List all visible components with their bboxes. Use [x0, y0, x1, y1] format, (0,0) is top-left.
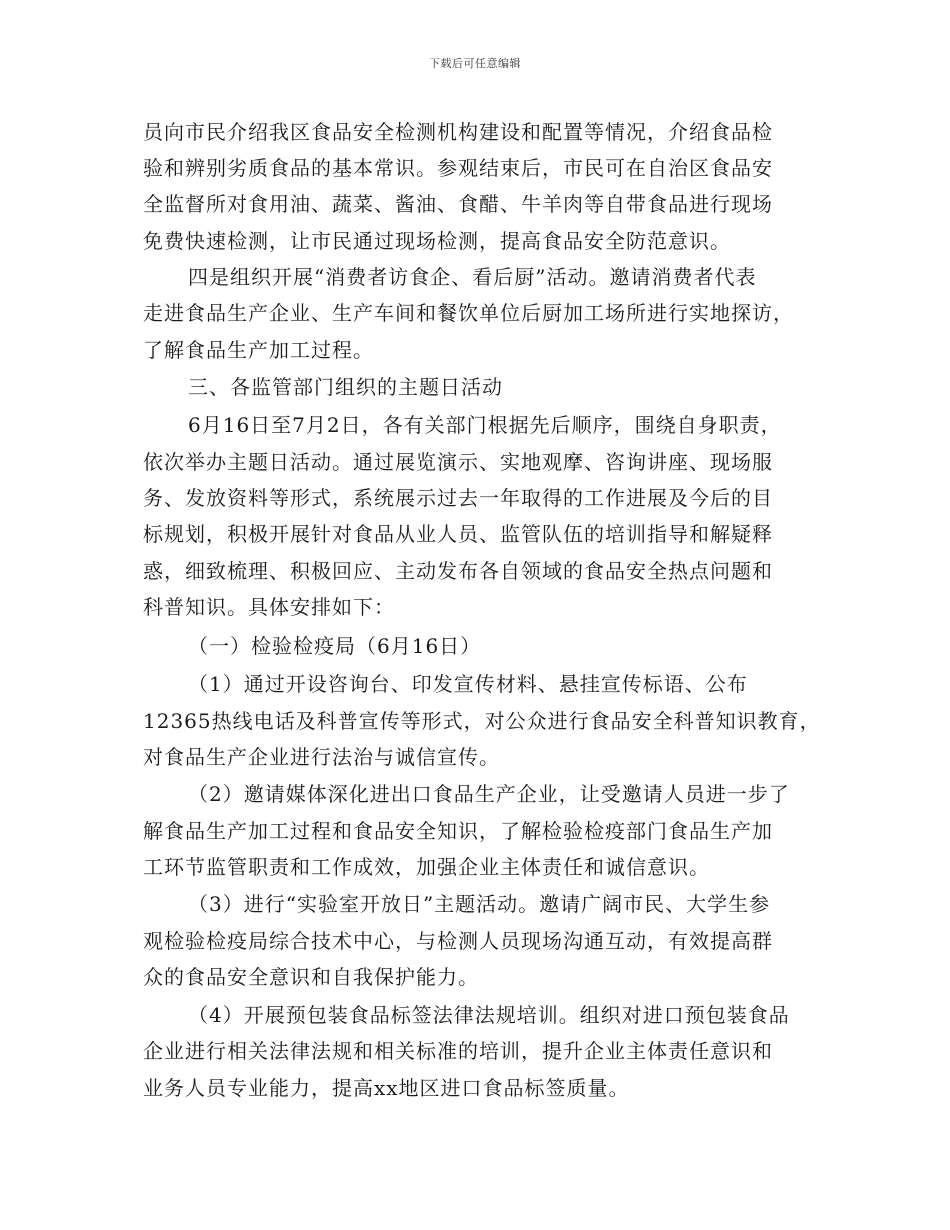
body-line: 众的食品安全意识和自我保护能力。 [143, 965, 479, 989]
body-line: （1）通过开设咨询台、印发宣传材料、悬挂宣传标语、公布 [188, 672, 748, 696]
body-line: 工环节监管职责和工作成效，加强企业主体责任和诚信意识。 [143, 855, 710, 879]
body-line: 验和辨别劣质食品的基本常识。参观结束后，市民可在自治区食品安 [143, 156, 773, 180]
body-line: 业务人员专业能力，提高xx地区进口食品标签质量。 [143, 1076, 630, 1100]
body-line: 12365热线电话及科普宣传等形式，对公众进行食品安全科普知识教育， [143, 709, 821, 733]
body-line: （3）进行“实验室开放日”主题活动。邀请广阔市民、大学生参 [188, 892, 771, 916]
body-line: 务、发放资料等形式，系统展示过去一年取得的工作进展及今后的目 [143, 486, 773, 510]
body-line: （2）邀请媒体深化进出口食品生产企业，让受邀请人员进一步了 [188, 782, 790, 806]
body-line: 依次举办主题日活动。通过展览演示、实地观摩、咨询讲座、现场服 [143, 450, 773, 474]
body-line: 观检验检疫局综合技术中心，与检测人员现场沟通互动，有效提高群 [143, 929, 773, 953]
body-line: 标规划，积极开展针对食品从业人员、监管队伍的培训指导和解疑释 [143, 522, 773, 546]
body-line: 6月16日至7月2日，各有关部门根据先后顺序，围绕自身职责， [188, 413, 782, 437]
body-line: 免费快速检测，让市民通过现场检测，提高食品安全防范意识。 [143, 229, 731, 253]
body-line: 了解食品生产加工过程。 [143, 338, 374, 362]
section-heading: 三、各监管部门组织的主题日活动 [188, 375, 503, 399]
body-line: 四是组织开展“消费者访食企、看后厨”活动。邀请消费者代表 [188, 265, 757, 289]
body-line: 惑，细致梳理、积极回应、主动发布各自领域的食品安全热点问题和 [143, 559, 773, 583]
subsection-heading: （一）检验检疫局（6月16日） [188, 634, 482, 658]
body-line: 对食品生产企业进行法治与诚信宣传。 [143, 745, 500, 769]
body-line: 科普知识。具体安排如下： [143, 595, 395, 619]
body-line: 全监督所对食用油、蔬菜、酱油、食醋、牛羊肉等自带食品进行现场 [143, 192, 773, 216]
body-line: 走进食品生产企业、生产车间和餐饮单位后厨加工场所进行实地探访， [143, 301, 794, 325]
body-line: 员向市民介绍我区食品安全检测机构建设和配置等情况，介绍食品检 [143, 120, 773, 144]
page-header: 下载后可任意编辑 [429, 57, 521, 70]
body-line: 企业进行相关法律法规和相关标准的培训，提升企业主体责任意识和 [143, 1039, 773, 1063]
body-line: （4）开展预包装食品标签法律法规培训。组织对进口预包装食品 [188, 1003, 790, 1027]
body-line: 解食品生产加工过程和食品安全知识，了解检验检疫部门食品生产加 [143, 819, 773, 843]
